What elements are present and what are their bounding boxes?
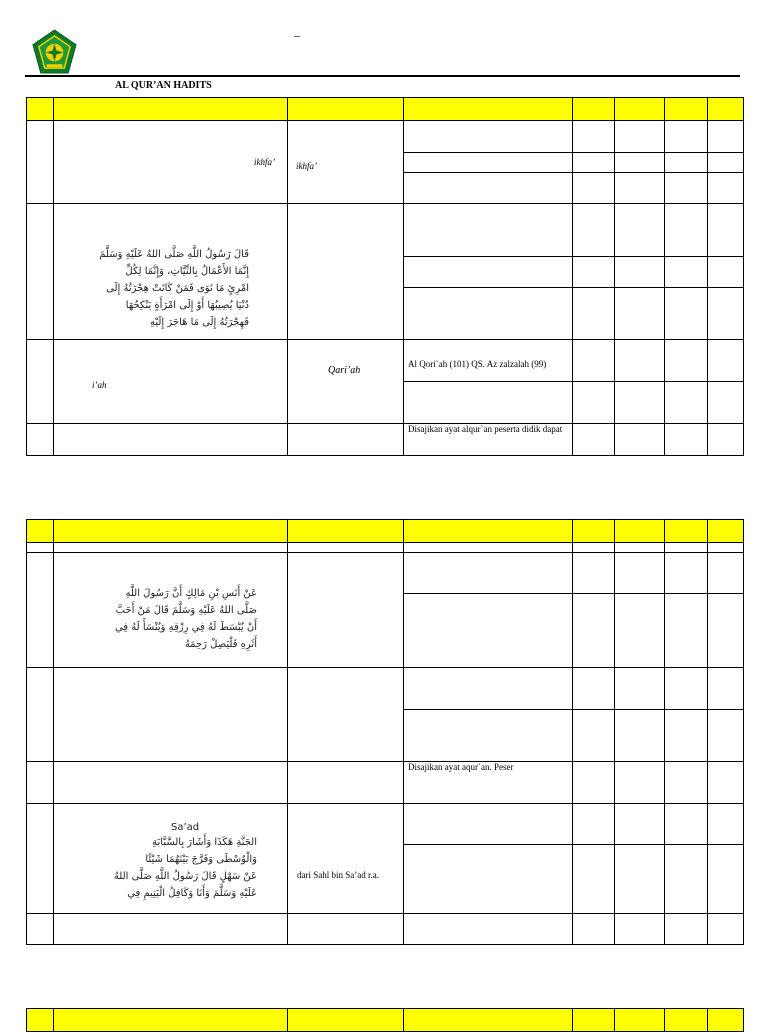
score-cell — [708, 153, 744, 173]
score-cell — [573, 288, 615, 340]
score-cell — [615, 288, 665, 340]
score-cell — [615, 594, 665, 668]
score-cell — [665, 382, 708, 424]
score-cell — [573, 804, 615, 845]
material-cell — [288, 914, 404, 945]
score-cell — [615, 382, 665, 424]
indicator-cell — [54, 340, 288, 424]
header-cell — [615, 98, 665, 121]
score-cell — [708, 594, 744, 668]
score-cell — [665, 340, 708, 382]
score-cell — [615, 424, 665, 456]
score-cell — [665, 257, 708, 288]
header-cell — [665, 98, 708, 121]
score-cell — [615, 668, 665, 710]
material-cell — [288, 804, 404, 914]
score-cell — [573, 257, 615, 288]
header-cell — [404, 1009, 573, 1032]
header-rule — [25, 75, 740, 77]
score-cell — [665, 153, 708, 173]
score-cell — [573, 845, 615, 914]
indicator-cell — [54, 914, 288, 945]
score-cell — [615, 543, 665, 553]
score-cell — [708, 288, 744, 340]
hadith-text: عَنْ أَنَسِ بْنِ مَالِكٍ أَنَّ رَسُولَ اللَّهِ صَلَّى اللهُ عَلَيْهِ وَسَلَّمَ قَالَ مَنْ أَحَبَّ أَنْ يُبْسَطَ لَهُ فِي رِزْقِهِ وَيُنْسَأَ لَهُ فِي أَثَرِهِ فَلْيَصِلْ رَحِمَهُ — [114, 588, 257, 650]
header-cell — [27, 1009, 54, 1032]
score-cell — [665, 173, 708, 204]
hadith-text: الجَنَّةِ هَكَذَا وَأَشَارَ بِالسَّبَّابَةِ وَالْوُسْطَى وَفَرَّجَ بَيْنَهُمَا شَيْئًا عَنْ سَهْلٍ قَالَ رَسُولُ اللَّهِ صَلَّى اللهُ عَلَيْهِ وَسَلَّمَ وَأَنَا وَكَافِلُ الْيَتِيمِ فِي — [113, 837, 257, 899]
no-cell — [27, 553, 54, 668]
header-cell — [573, 98, 615, 121]
indicator-word: ikhfa’ — [254, 157, 275, 167]
material-cell — [288, 204, 404, 340]
question-text: Disajikan ayat alqur`an peserta didik dapat — [408, 424, 563, 434]
ministry-logo — [31, 29, 78, 76]
indicator-cell — [54, 804, 288, 914]
score-cell — [615, 121, 665, 153]
score-cell — [665, 710, 708, 762]
header-cell — [708, 1009, 744, 1032]
header-cell — [54, 98, 288, 121]
no-cell — [27, 340, 54, 424]
indicator-cell — [54, 668, 288, 762]
score-cell — [665, 543, 708, 553]
table-row — [27, 340, 744, 382]
table-row — [27, 553, 744, 594]
question-cell — [404, 804, 573, 845]
question-cell — [404, 424, 573, 456]
no-cell — [27, 121, 54, 204]
score-cell — [708, 257, 744, 288]
score-cell — [708, 204, 744, 257]
score-cell — [708, 543, 744, 553]
grid-table-1 — [26, 97, 744, 456]
question-cell — [404, 204, 573, 257]
header-cell — [708, 520, 744, 543]
header-cell — [288, 98, 404, 121]
score-cell — [615, 153, 665, 173]
table-row — [27, 424, 744, 456]
material-cell — [288, 553, 404, 668]
table-row — [27, 668, 744, 710]
score-cell — [665, 553, 708, 594]
header-cell — [665, 520, 708, 543]
header-cell — [708, 98, 744, 121]
score-cell — [615, 553, 665, 594]
question-cell — [404, 762, 573, 804]
score-cell — [708, 762, 744, 804]
score-cell — [573, 762, 615, 804]
question-cell — [404, 340, 573, 382]
score-cell — [573, 594, 615, 668]
material-cell — [288, 543, 404, 553]
table-header-row — [27, 520, 744, 543]
score-cell — [615, 173, 665, 204]
no-cell — [27, 424, 54, 456]
question-cell — [404, 594, 573, 668]
material-cell — [288, 340, 404, 424]
indicator-cell — [54, 424, 288, 456]
question-cell — [404, 710, 573, 762]
material-text: dari Sahl bin Sa’ad r.a. — [297, 870, 379, 880]
score-cell — [615, 257, 665, 288]
indicator-cell — [54, 204, 288, 340]
score-cell — [615, 710, 665, 762]
indicator-cell — [54, 762, 288, 804]
indicator-cell — [54, 543, 288, 553]
score-cell — [665, 121, 708, 153]
score-cell — [573, 424, 615, 456]
score-cell — [573, 153, 615, 173]
score-cell — [573, 668, 615, 710]
question-cell — [404, 553, 573, 594]
header-cell — [288, 520, 404, 543]
score-cell — [665, 594, 708, 668]
material-cell — [288, 762, 404, 804]
score-cell — [708, 914, 744, 945]
question-cell — [404, 668, 573, 710]
grid-table-2 — [26, 519, 744, 945]
score-cell — [665, 914, 708, 945]
score-cell — [665, 804, 708, 845]
indicator-cell — [54, 553, 288, 668]
no-cell — [27, 668, 54, 762]
question-cell — [404, 257, 573, 288]
header-cell — [27, 520, 54, 543]
indicator-word: i’ah — [92, 380, 107, 390]
no-cell — [27, 543, 54, 553]
score-cell — [665, 424, 708, 456]
material-word: ikhfa’ — [296, 161, 317, 171]
table-header-row — [27, 1009, 744, 1032]
score-cell — [573, 340, 615, 382]
material-cell — [288, 121, 404, 204]
table-row — [27, 914, 744, 945]
material-word: Qari’ah — [328, 365, 361, 376]
material-cell — [288, 424, 404, 456]
score-cell — [615, 804, 665, 845]
question-cell — [404, 914, 573, 945]
score-cell — [573, 914, 615, 945]
question-text: Disajikan ayat aqur`an. Peser — [408, 762, 514, 772]
score-cell — [708, 804, 744, 845]
table-row — [27, 804, 744, 845]
header-cell — [573, 520, 615, 543]
header-cell — [27, 98, 54, 121]
score-cell — [573, 173, 615, 204]
header-cell — [404, 520, 573, 543]
header-cell — [54, 1009, 288, 1032]
table-row — [27, 543, 744, 553]
score-cell — [665, 204, 708, 257]
question-cell — [404, 173, 573, 204]
score-cell — [573, 553, 615, 594]
score-cell — [615, 914, 665, 945]
score-cell — [708, 710, 744, 762]
material-cell — [288, 668, 404, 762]
score-cell — [665, 762, 708, 804]
score-cell — [708, 668, 744, 710]
header-cell — [615, 520, 665, 543]
score-cell — [615, 340, 665, 382]
score-cell — [573, 710, 615, 762]
score-cell — [708, 121, 744, 153]
question-cell — [404, 382, 573, 424]
question-cell — [404, 153, 573, 173]
no-cell — [27, 762, 54, 804]
question-text: Al Qori`ah (101) QS. Az zalzalah (99) — [408, 359, 547, 369]
header-cell — [665, 1009, 708, 1032]
score-cell — [615, 204, 665, 257]
score-cell — [708, 340, 744, 382]
score-cell — [708, 382, 744, 424]
header-dash: – — [294, 28, 300, 42]
question-cell — [404, 543, 573, 553]
score-cell — [708, 845, 744, 914]
question-cell — [404, 845, 573, 914]
score-cell — [708, 173, 744, 204]
score-cell — [615, 762, 665, 804]
header-cell — [573, 1009, 615, 1032]
header-cell — [615, 1009, 665, 1032]
score-cell — [665, 845, 708, 914]
score-cell — [615, 845, 665, 914]
subject-title: AL QUR’AN HADITS — [115, 80, 212, 91]
header-cell — [288, 1009, 404, 1032]
score-cell — [573, 382, 615, 424]
hadith-heading: Sa’ad — [171, 822, 200, 833]
question-cell — [404, 121, 573, 153]
score-cell — [573, 121, 615, 153]
indicator-cell — [54, 121, 288, 204]
no-cell — [27, 914, 54, 945]
score-cell — [573, 204, 615, 257]
score-cell — [665, 668, 708, 710]
table-row — [27, 121, 744, 153]
table-row — [27, 204, 744, 257]
hadith-text: قَالَ رَسُولُ اللَّهِ صَلَّى اللهُ عَلَيْهِ وَسَلَّمَ إِنَّمَا الأَعْمَالُ بِالنِّيَّاتِ، وَإِنَّمَا لِكُلِّ امْرِئٍ مَا نَوَى فَمَنْ كَانَتْ هِجْرَتُهُ إِلَى دُنْيَا يُصِيبُهَا أَوْ إِلَى امْرَأَةٍ يَنْكِحُهَا فَهِجْرَتُهُ إِلَى مَا هَاجَرَ إِلَيْهِ — [99, 249, 249, 328]
no-cell — [27, 804, 54, 914]
score-cell — [708, 424, 744, 456]
score-cell — [708, 553, 744, 594]
grid-table-3 — [26, 1008, 744, 1032]
no-cell — [27, 204, 54, 340]
header-cell — [54, 520, 288, 543]
table-header-row — [27, 98, 744, 121]
question-cell — [404, 288, 573, 340]
score-cell — [665, 288, 708, 340]
table-row — [27, 762, 744, 804]
header-cell — [404, 98, 573, 121]
score-cell — [573, 543, 615, 553]
